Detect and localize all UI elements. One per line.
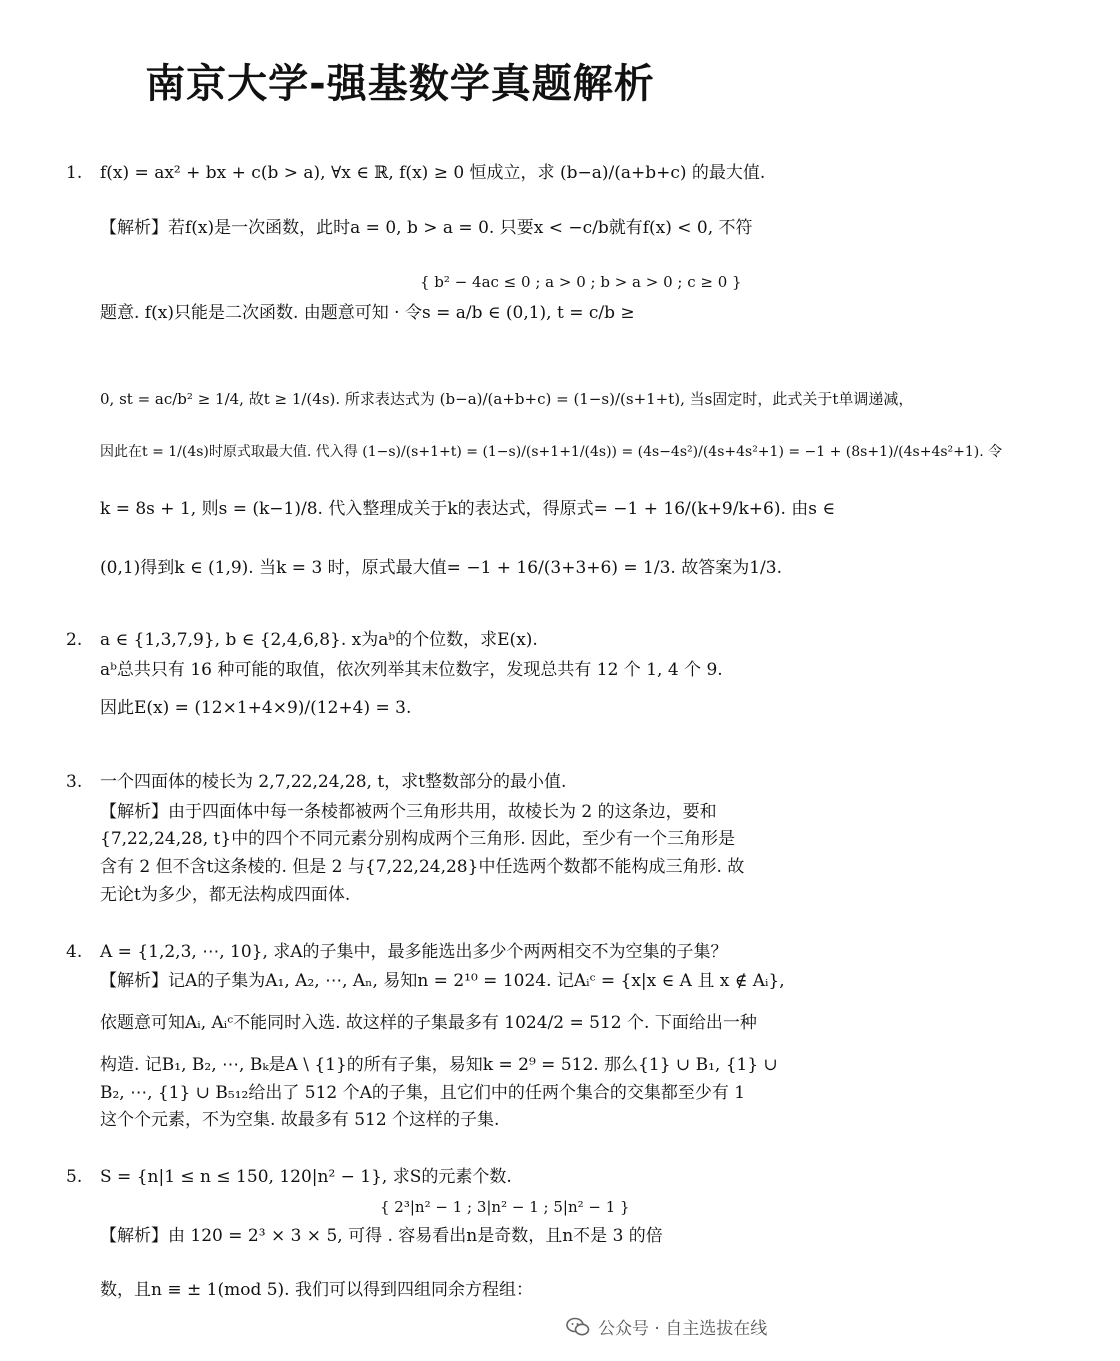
problem-5-line: 【解析】由 120 = 2³ × 3 × 5, 可得 . 容易看出n是奇数，且n不是 3 的倍 (100, 1226, 663, 1246)
problem-4-line: 【解析】记A的子集为A₁, A₂, ⋯, Aₙ, 易知n = 2¹⁰ = 1024. 记Aᵢᶜ = {x|x ∈ A 且 x ∉ Aᵢ}, (100, 971, 785, 991)
problem-3-line: 无论t为多少，都无法构成四面体. (100, 885, 351, 905)
problem-4-line: 构造. 记B₁, B₂, ⋯, Bₖ是A \ {1}的所有子集，易知k = 2⁹ = 512. 那么{1} ∪ B₁, {1} ∪ (100, 1055, 778, 1075)
problem-4-line: 依题意可知Aᵢ, Aᵢᶜ不能同时入选. 故这样的子集最多有 1024/2 = 512 个. 下面给出一种 (100, 1013, 757, 1033)
problem-1-line: k = 8s + 1, 则s = (k−1)/8. 代入整理成关于k的表达式，得原式= −1 + 16/(k+9/k+6). 由s ∈ (100, 499, 835, 519)
problem-3-statement: 一个四面体的棱长为 2,7,22,24,28, t，求t整数部分的最小值. (100, 772, 567, 792)
problem-2-number: 2. (66, 630, 83, 650)
problem-4-number: 4. (66, 942, 83, 962)
problem-1-number: 1. (66, 163, 83, 183)
problem-5-statement: S = {n|1 ≤ n ≤ 150, 120|n² − 1}, 求S的元素个数. (100, 1167, 512, 1187)
problem-4-line: 这个个元素，不为空集. 故最多有 512 个这样的子集. (100, 1110, 500, 1130)
problem-1-line: 题意. f(x)只能是二次函数. 由题意可知 · 令s = a/b ∈ (0,1), t = c/b ≥ (100, 303, 635, 323)
problem-3-line: 【解析】由于四面体中每一条棱都被两个三角形共用，故棱长为 2 的这条边，要和 (100, 802, 717, 822)
problem-1-statement: f(x) = ax² + bx + c(b > a), ∀x ∈ ℝ, f(x) ≥ 0 恒成立，求 (b−a)/(a+b+c) 的最大值. (100, 163, 766, 183)
problem-2-statement: a ∈ {1,3,7,9}, b ∈ {2,4,6,8}. x为aᵇ的个位数，求E(x). (100, 630, 538, 650)
problem-1-system: { b² − 4ac ≤ 0 ; a > 0 ; b > a > 0 ; c ≥ 0 } (420, 273, 742, 291)
problem-1-line: 因此在t = 1/(4s)时原式取最大值. 代入得 (1−s)/(s+1+t) = (1−s)/(s+1+1/(4s)) = (4s−4s²)/(4s+4s²+1) = −1 + (8s+1)/(4s+4s²+1). 令 (100, 444, 1003, 460)
watermark (566, 1314, 767, 1339)
problem-2-line: 因此E(x) = (12×1+4×9)/(12+4) = 3. (100, 698, 412, 718)
problem-3-line: {7,22,24,28, t}中的四个不同元素分别构成两个三角形. 因此，至少有一个三角形是 (100, 829, 736, 849)
problem-1-line: (0,1)得到k ∈ (1,9). 当k = 3 时，原式最大值= −1 + 16/(3+3+6) = 1/3. 故答案为1/3. (100, 558, 782, 578)
problem-5-number: 5. (66, 1167, 83, 1187)
problem-2-line: aᵇ总共只有 16 种可能的取值，依次列举其末位数字，发现总共有 12 个 1, 4 个 9. (100, 660, 723, 680)
problem-1-line: 0, st = ac/b² ≥ 1/4, 故t ≥ 1/(4s). 所求表达式为 (b−a)/(a+b+c) = (1−s)/(s+1+t), 当s固定时，此式关于t单调递减， (100, 390, 914, 408)
problem-5-system: { 2³|n² − 1 ; 3|n² − 1 ; 5|n² − 1 } (380, 1198, 630, 1216)
problem-5-line: 数，且n ≡ ± 1(mod 5). 我们可以得到四组同余方程组： (100, 1280, 533, 1300)
problem-3-line: 含有 2 但不含t这条棱的. 但是 2 与{7,22,24,28}中任选两个数都不能构成三角形. 故 (100, 857, 745, 877)
problem-3-number: 3. (66, 772, 83, 792)
problem-1-line: 【解析】若f(x)是一次函数，此时a = 0, b > a = 0. 只要x < −c/b就有f(x) < 0, 不符 (100, 218, 753, 238)
watermark-text: 公众号 · 自主选拔在线 (598, 1319, 768, 1339)
problem-4-statement: A = {1,2,3, ⋯, 10}, 求A的子集中，最多能选出多少个两两相交不为空集的子集？ (100, 942, 728, 962)
wechat-official-account-icon (566, 1317, 590, 1337)
page-title: 南京大学-强基数学真题解析 (145, 61, 655, 107)
problem-4-line: B₂, ⋯, {1} ∪ B₅₁₂给出了 512 个A的子集，且它们中的任两个集合的交集都至少有 1 (100, 1083, 746, 1103)
